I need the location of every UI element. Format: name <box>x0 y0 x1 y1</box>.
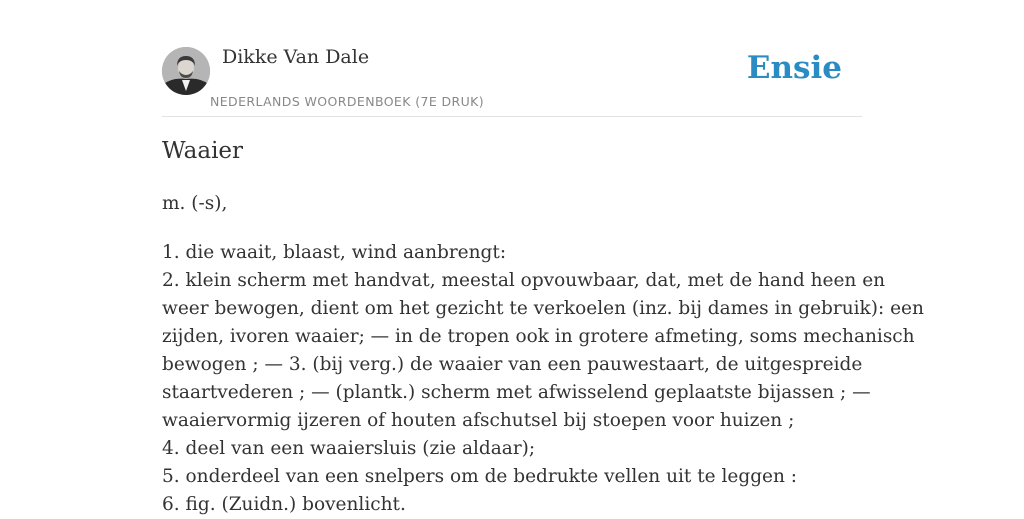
portrait-image <box>162 47 210 95</box>
definition-line: 1. die waait, blaast, wind aanbrengt: <box>162 242 507 263</box>
definition-line: weer bewogen, dient om het gezicht te verkoelen (inz. bij dames in gebruik): een <box>162 298 924 319</box>
definition-line: 6. fig. (Zuidn.) bovenlicht. <box>162 494 406 515</box>
definition-line: staartvederen ; — (plantk.) scherm met afwisselend geplaatste bijassen ; — <box>162 382 871 403</box>
source-header <box>162 44 862 117</box>
source-subtitle: NEDERLANDS WOORDENBOEK (7E DRUK) <box>210 94 485 109</box>
definition-line: zijden, ivoren waaier; — in de tropen ook in grotere afmeting, soms mechanisch <box>162 326 915 347</box>
entry-title: Waaier <box>162 138 244 164</box>
author-portrait-avatar[interactable] <box>162 47 210 95</box>
definition-line: bewogen ; — 3. (bij verg.) de waaier van een pauwestaart, de uitgespreide <box>162 354 863 375</box>
ensie-logo-link[interactable]: Ensie <box>746 50 842 86</box>
entry-definition <box>162 239 924 519</box>
definition-line: 5. onderdeel van een snelpers om de bedrukte vellen uit te leggen : <box>162 466 798 487</box>
definition-line: 4. deel van een waaiersluis (zie aldaar); <box>162 438 536 459</box>
entry-grammar: m. (-s), <box>162 193 228 214</box>
definition-line: 2. klein scherm met handvat, meestal opvouwbaar, dat, met de hand heen en <box>162 270 886 291</box>
definition-line: waaiervormig ijzeren of houten afschutsel bij stoepen voor huizen ; <box>162 410 795 431</box>
source-name[interactable]: Dikke Van Dale <box>222 46 370 68</box>
